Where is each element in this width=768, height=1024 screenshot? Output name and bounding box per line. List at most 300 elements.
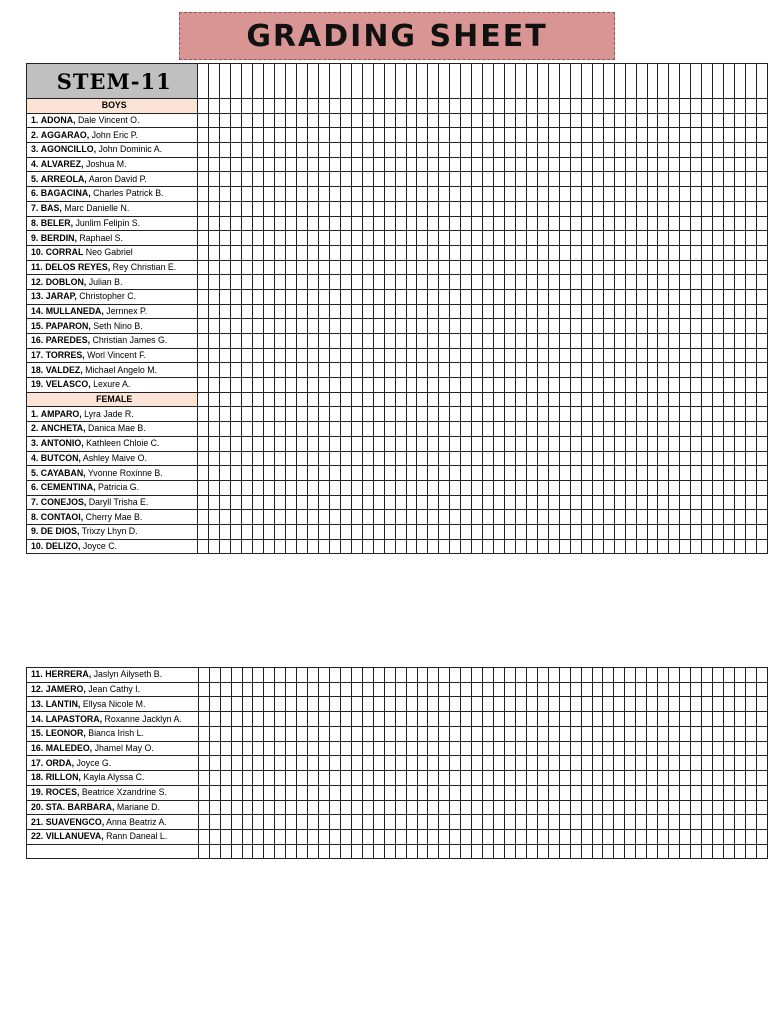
grade-cell[interactable] xyxy=(275,829,286,844)
grade-cell[interactable] xyxy=(220,143,231,158)
grade-cell[interactable] xyxy=(417,422,428,437)
grade-cell[interactable] xyxy=(439,422,450,437)
grade-cell[interactable] xyxy=(537,216,548,231)
grade-cell[interactable] xyxy=(592,275,603,290)
grade-cell[interactable] xyxy=(559,466,570,481)
grade-cell[interactable] xyxy=(505,539,516,554)
empty-name-cell[interactable] xyxy=(27,844,199,859)
grade-cell[interactable] xyxy=(242,682,253,697)
grade-cell[interactable] xyxy=(746,495,757,510)
grade-cell[interactable] xyxy=(417,143,428,158)
grade-cell[interactable] xyxy=(702,348,713,363)
grade-cell[interactable] xyxy=(581,407,592,422)
grade-cell[interactable] xyxy=(395,304,406,319)
grade-cell[interactable] xyxy=(286,378,297,393)
grade-cell[interactable] xyxy=(308,815,319,830)
grade-cell[interactable] xyxy=(417,289,428,304)
grade-cell[interactable] xyxy=(746,378,757,393)
grade-cell[interactable] xyxy=(275,510,286,525)
grade-cell[interactable] xyxy=(253,771,264,786)
grade-cell[interactable] xyxy=(483,99,494,114)
grade-cell[interactable] xyxy=(515,741,526,756)
grade-cell[interactable] xyxy=(428,771,439,786)
grade-cell[interactable] xyxy=(757,64,768,99)
grade-cell[interactable] xyxy=(373,712,384,727)
grade-cell[interactable] xyxy=(384,245,395,260)
grade-cell[interactable] xyxy=(384,539,395,554)
grade-cell[interactable] xyxy=(494,187,505,202)
grade-cell[interactable] xyxy=(505,771,516,786)
grade-cell[interactable] xyxy=(548,187,559,202)
grade-cell[interactable] xyxy=(286,480,297,495)
grade-cell[interactable] xyxy=(209,392,220,407)
grade-cell[interactable] xyxy=(745,756,756,771)
grade-cell[interactable] xyxy=(450,172,461,187)
grade-cell[interactable] xyxy=(636,829,647,844)
grade-cell[interactable] xyxy=(286,682,297,697)
grade-cell[interactable] xyxy=(428,275,439,290)
grade-cell[interactable] xyxy=(537,289,548,304)
grade-cell[interactable] xyxy=(286,348,297,363)
grade-cell[interactable] xyxy=(307,539,318,554)
grade-cell[interactable] xyxy=(724,436,735,451)
grade-cell[interactable] xyxy=(516,289,527,304)
grade-cell[interactable] xyxy=(701,756,712,771)
grade-cell[interactable] xyxy=(373,245,384,260)
grade-cell[interactable] xyxy=(209,524,220,539)
grade-cell[interactable] xyxy=(439,800,450,815)
grade-cell[interactable] xyxy=(318,99,329,114)
grade-cell[interactable] xyxy=(745,815,756,830)
grade-cell[interactable] xyxy=(658,800,669,815)
grade-cell[interactable] xyxy=(198,64,209,99)
grade-cell[interactable] xyxy=(592,201,603,216)
grade-cell[interactable] xyxy=(746,363,757,378)
grade-cell[interactable] xyxy=(340,668,351,683)
grade-cell[interactable] xyxy=(734,829,745,844)
grade-cell[interactable] xyxy=(395,275,406,290)
grade-cell[interactable] xyxy=(461,451,472,466)
grade-cell[interactable] xyxy=(548,99,559,114)
grade-cell[interactable] xyxy=(220,815,231,830)
grade-cell[interactable] xyxy=(242,727,253,742)
grade-cell[interactable] xyxy=(636,378,647,393)
grade-cell[interactable] xyxy=(318,451,329,466)
grade-cell[interactable] xyxy=(395,844,406,859)
grade-cell[interactable] xyxy=(428,407,439,422)
grade-cell[interactable] xyxy=(527,510,538,525)
grade-cell[interactable] xyxy=(735,99,746,114)
grade-cell[interactable] xyxy=(395,260,406,275)
grade-cell[interactable] xyxy=(373,187,384,202)
grade-cell[interactable] xyxy=(297,363,308,378)
grade-cell[interactable] xyxy=(505,436,516,451)
grade-cell[interactable] xyxy=(395,436,406,451)
grade-cell[interactable] xyxy=(329,128,340,143)
grade-cell[interactable] xyxy=(570,844,581,859)
grade-cell[interactable] xyxy=(537,187,548,202)
grade-cell[interactable] xyxy=(614,495,625,510)
grade-cell[interactable] xyxy=(439,275,450,290)
grade-cell[interactable] xyxy=(220,697,231,712)
grade-cell[interactable] xyxy=(417,304,428,319)
grade-cell[interactable] xyxy=(318,407,329,422)
grade-cell[interactable] xyxy=(723,741,734,756)
grade-cell[interactable] xyxy=(581,829,592,844)
grade-cell[interactable] xyxy=(735,510,746,525)
grade-cell[interactable] xyxy=(450,727,461,742)
grade-cell[interactable] xyxy=(395,172,406,187)
grade-cell[interactable] xyxy=(253,157,264,172)
grade-cell[interactable] xyxy=(702,128,713,143)
grade-cell[interactable] xyxy=(483,682,494,697)
grade-cell[interactable] xyxy=(483,231,494,246)
grade-cell[interactable] xyxy=(198,495,209,510)
grade-cell[interactable] xyxy=(713,510,724,525)
grade-cell[interactable] xyxy=(735,187,746,202)
grade-cell[interactable] xyxy=(198,668,209,683)
grade-cell[interactable] xyxy=(297,304,308,319)
grade-cell[interactable] xyxy=(581,99,592,114)
grade-cell[interactable] xyxy=(439,451,450,466)
grade-cell[interactable] xyxy=(559,771,570,786)
grade-cell[interactable] xyxy=(253,436,264,451)
grade-cell[interactable] xyxy=(669,844,680,859)
grade-cell[interactable] xyxy=(450,231,461,246)
grade-cell[interactable] xyxy=(472,319,483,334)
grade-cell[interactable] xyxy=(253,407,264,422)
grade-cell[interactable] xyxy=(450,495,461,510)
grade-cell[interactable] xyxy=(483,348,494,363)
grade-cell[interactable] xyxy=(461,539,472,554)
grade-cell[interactable] xyxy=(746,466,757,481)
grade-cell[interactable] xyxy=(581,697,592,712)
grade-cell[interactable] xyxy=(548,844,559,859)
grade-cell[interactable] xyxy=(603,392,614,407)
grade-cell[interactable] xyxy=(439,64,450,99)
grade-cell[interactable] xyxy=(494,800,505,815)
grade-cell[interactable] xyxy=(669,697,680,712)
grade-cell[interactable] xyxy=(351,829,362,844)
grade-cell[interactable] xyxy=(450,436,461,451)
grade-cell[interactable] xyxy=(362,187,373,202)
grade-cell[interactable] xyxy=(275,319,286,334)
grade-cell[interactable] xyxy=(428,480,439,495)
grade-cell[interactable] xyxy=(318,378,329,393)
grade-cell[interactable] xyxy=(275,378,286,393)
grade-cell[interactable] xyxy=(253,260,264,275)
grade-cell[interactable] xyxy=(264,304,275,319)
grade-cell[interactable] xyxy=(329,216,340,231)
grade-cell[interactable] xyxy=(253,319,264,334)
grade-cell[interactable] xyxy=(548,378,559,393)
grade-cell[interactable] xyxy=(526,800,537,815)
grade-cell[interactable] xyxy=(428,815,439,830)
grade-cell[interactable] xyxy=(450,539,461,554)
grade-cell[interactable] xyxy=(472,510,483,525)
grade-cell[interactable] xyxy=(680,727,691,742)
grade-cell[interactable] xyxy=(603,128,614,143)
grade-cell[interactable] xyxy=(362,113,373,128)
grade-cell[interactable] xyxy=(209,172,220,187)
grade-cell[interactable] xyxy=(537,785,548,800)
grade-cell[interactable] xyxy=(351,495,362,510)
grade-cell[interactable] xyxy=(559,187,570,202)
grade-cell[interactable] xyxy=(231,348,242,363)
grade-cell[interactable] xyxy=(548,524,559,539)
grade-cell[interactable] xyxy=(581,712,592,727)
grade-cell[interactable] xyxy=(319,668,330,683)
grade-cell[interactable] xyxy=(526,756,537,771)
grade-cell[interactable] xyxy=(264,682,275,697)
grade-cell[interactable] xyxy=(483,422,494,437)
grade-cell[interactable] xyxy=(384,451,395,466)
grade-cell[interactable] xyxy=(680,407,691,422)
grade-cell[interactable] xyxy=(746,289,757,304)
grade-cell[interactable] xyxy=(537,363,548,378)
grade-cell[interactable] xyxy=(307,275,318,290)
grade-cell[interactable] xyxy=(505,363,516,378)
grade-cell[interactable] xyxy=(581,201,592,216)
grade-cell[interactable] xyxy=(745,697,756,712)
grade-cell[interactable] xyxy=(220,741,231,756)
grade-cell[interactable] xyxy=(384,697,395,712)
grade-cell[interactable] xyxy=(559,697,570,712)
grade-cell[interactable] xyxy=(242,815,253,830)
grade-cell[interactable] xyxy=(461,480,472,495)
grade-cell[interactable] xyxy=(746,422,757,437)
grade-cell[interactable] xyxy=(658,128,669,143)
grade-cell[interactable] xyxy=(461,844,472,859)
grade-cell[interactable] xyxy=(669,275,680,290)
grade-cell[interactable] xyxy=(450,201,461,216)
grade-cell[interactable] xyxy=(494,756,505,771)
grade-cell[interactable] xyxy=(735,216,746,231)
grade-cell[interactable] xyxy=(494,697,505,712)
grade-cell[interactable] xyxy=(505,480,516,495)
grade-cell[interactable] xyxy=(428,668,439,683)
grade-cell[interactable] xyxy=(297,113,308,128)
grade-cell[interactable] xyxy=(351,334,362,349)
grade-cell[interactable] xyxy=(461,495,472,510)
grade-cell[interactable] xyxy=(734,741,745,756)
grade-cell[interactable] xyxy=(570,815,581,830)
grade-cell[interactable] xyxy=(417,231,428,246)
grade-cell[interactable] xyxy=(636,187,647,202)
grade-cell[interactable] xyxy=(450,157,461,172)
grade-cell[interactable] xyxy=(461,260,472,275)
grade-cell[interactable] xyxy=(712,829,723,844)
grade-cell[interactable] xyxy=(614,771,625,786)
grade-cell[interactable] xyxy=(647,466,658,481)
grade-cell[interactable] xyxy=(286,64,297,99)
grade-cell[interactable] xyxy=(472,304,483,319)
grade-cell[interactable] xyxy=(384,128,395,143)
grade-cell[interactable] xyxy=(603,348,614,363)
grade-cell[interactable] xyxy=(570,785,581,800)
grade-cell[interactable] xyxy=(220,682,231,697)
grade-cell[interactable] xyxy=(384,524,395,539)
grade-cell[interactable] xyxy=(351,539,362,554)
grade-cell[interactable] xyxy=(373,231,384,246)
grade-cell[interactable] xyxy=(417,771,428,786)
grade-cell[interactable] xyxy=(592,143,603,158)
grade-cell[interactable] xyxy=(537,800,548,815)
grade-cell[interactable] xyxy=(472,668,483,683)
grade-cell[interactable] xyxy=(516,113,527,128)
grade-cell[interactable] xyxy=(461,785,472,800)
grade-cell[interactable] xyxy=(242,113,253,128)
grade-cell[interactable] xyxy=(439,216,450,231)
grade-cell[interactable] xyxy=(559,800,570,815)
grade-cell[interactable] xyxy=(647,668,658,683)
grade-cell[interactable] xyxy=(548,771,559,786)
grade-cell[interactable] xyxy=(395,187,406,202)
grade-cell[interactable] xyxy=(680,451,691,466)
grade-cell[interactable] xyxy=(209,143,220,158)
grade-cell[interactable] xyxy=(680,334,691,349)
grade-cell[interactable] xyxy=(614,334,625,349)
grade-cell[interactable] xyxy=(450,829,461,844)
grade-cell[interactable] xyxy=(231,844,242,859)
grade-cell[interactable] xyxy=(570,697,581,712)
grade-cell[interactable] xyxy=(319,756,330,771)
grade-cell[interactable] xyxy=(384,260,395,275)
grade-cell[interactable] xyxy=(253,216,264,231)
grade-cell[interactable] xyxy=(209,407,220,422)
grade-cell[interactable] xyxy=(724,304,735,319)
grade-cell[interactable] xyxy=(592,64,603,99)
grade-cell[interactable] xyxy=(340,815,351,830)
grade-cell[interactable] xyxy=(581,727,592,742)
grade-cell[interactable] xyxy=(450,771,461,786)
grade-cell[interactable] xyxy=(701,668,712,683)
grade-cell[interactable] xyxy=(647,451,658,466)
grade-cell[interactable] xyxy=(297,844,308,859)
grade-cell[interactable] xyxy=(625,712,636,727)
grade-cell[interactable] xyxy=(625,289,636,304)
grade-cell[interactable] xyxy=(319,785,330,800)
grade-cell[interactable] xyxy=(351,172,362,187)
grade-cell[interactable] xyxy=(494,495,505,510)
grade-cell[interactable] xyxy=(734,844,745,859)
grade-cell[interactable] xyxy=(373,756,384,771)
grade-cell[interactable] xyxy=(286,289,297,304)
grade-cell[interactable] xyxy=(395,407,406,422)
grade-cell[interactable] xyxy=(757,260,768,275)
grade-cell[interactable] xyxy=(494,785,505,800)
grade-cell[interactable] xyxy=(614,216,625,231)
grade-cell[interactable] xyxy=(603,157,614,172)
grade-cell[interactable] xyxy=(570,231,581,246)
grade-cell[interactable] xyxy=(220,392,231,407)
grade-cell[interactable] xyxy=(253,378,264,393)
grade-cell[interactable] xyxy=(494,539,505,554)
grade-cell[interactable] xyxy=(253,275,264,290)
grade-cell[interactable] xyxy=(220,712,231,727)
grade-cell[interactable] xyxy=(603,422,614,437)
grade-cell[interactable] xyxy=(209,245,220,260)
grade-cell[interactable] xyxy=(713,231,724,246)
grade-cell[interactable] xyxy=(406,539,417,554)
grade-cell[interactable] xyxy=(515,712,526,727)
grade-cell[interactable] xyxy=(329,436,340,451)
grade-cell[interactable] xyxy=(209,319,220,334)
grade-cell[interactable] xyxy=(297,756,308,771)
grade-cell[interactable] xyxy=(592,480,603,495)
grade-cell[interactable] xyxy=(220,844,231,859)
grade-cell[interactable] xyxy=(198,771,209,786)
grade-cell[interactable] xyxy=(373,113,384,128)
grade-cell[interactable] xyxy=(527,99,538,114)
grade-cell[interactable] xyxy=(417,800,428,815)
grade-cell[interactable] xyxy=(669,201,680,216)
grade-cell[interactable] xyxy=(625,128,636,143)
grade-cell[interactable] xyxy=(384,172,395,187)
grade-cell[interactable] xyxy=(198,289,209,304)
grade-cell[interactable] xyxy=(417,668,428,683)
grade-cell[interactable] xyxy=(702,113,713,128)
grade-cell[interactable] xyxy=(340,172,351,187)
grade-cell[interactable] xyxy=(701,844,712,859)
grade-cell[interactable] xyxy=(395,392,406,407)
grade-cell[interactable] xyxy=(756,741,767,756)
grade-cell[interactable] xyxy=(329,245,340,260)
grade-cell[interactable] xyxy=(592,682,603,697)
grade-cell[interactable] xyxy=(691,231,702,246)
grade-cell[interactable] xyxy=(428,392,439,407)
grade-cell[interactable] xyxy=(417,334,428,349)
grade-cell[interactable] xyxy=(297,451,308,466)
grade-cell[interactable] xyxy=(308,829,319,844)
grade-cell[interactable] xyxy=(329,172,340,187)
grade-cell[interactable] xyxy=(505,495,516,510)
grade-cell[interactable] xyxy=(362,275,373,290)
grade-cell[interactable] xyxy=(570,741,581,756)
grade-cell[interactable] xyxy=(625,245,636,260)
grade-cell[interactable] xyxy=(669,319,680,334)
grade-cell[interactable] xyxy=(669,756,680,771)
grade-cell[interactable] xyxy=(384,436,395,451)
grade-cell[interactable] xyxy=(373,64,384,99)
grade-cell[interactable] xyxy=(570,407,581,422)
grade-cell[interactable] xyxy=(472,216,483,231)
grade-cell[interactable] xyxy=(548,451,559,466)
grade-cell[interactable] xyxy=(428,436,439,451)
grade-cell[interactable] xyxy=(680,378,691,393)
grade-cell[interactable] xyxy=(264,524,275,539)
grade-cell[interactable] xyxy=(625,682,636,697)
grade-cell[interactable] xyxy=(735,260,746,275)
grade-cell[interactable] xyxy=(198,727,209,742)
grade-cell[interactable] xyxy=(713,64,724,99)
grade-cell[interactable] xyxy=(713,143,724,158)
grade-cell[interactable] xyxy=(527,539,538,554)
grade-cell[interactable] xyxy=(636,128,647,143)
grade-cell[interactable] xyxy=(483,480,494,495)
grade-cell[interactable] xyxy=(614,378,625,393)
grade-cell[interactable] xyxy=(603,524,614,539)
grade-cell[interactable] xyxy=(483,668,494,683)
grade-cell[interactable] xyxy=(701,712,712,727)
grade-cell[interactable] xyxy=(756,727,767,742)
grade-cell[interactable] xyxy=(548,304,559,319)
grade-cell[interactable] xyxy=(340,260,351,275)
grade-cell[interactable] xyxy=(735,378,746,393)
grade-cell[interactable] xyxy=(198,231,209,246)
grade-cell[interactable] xyxy=(680,231,691,246)
grade-cell[interactable] xyxy=(439,697,450,712)
